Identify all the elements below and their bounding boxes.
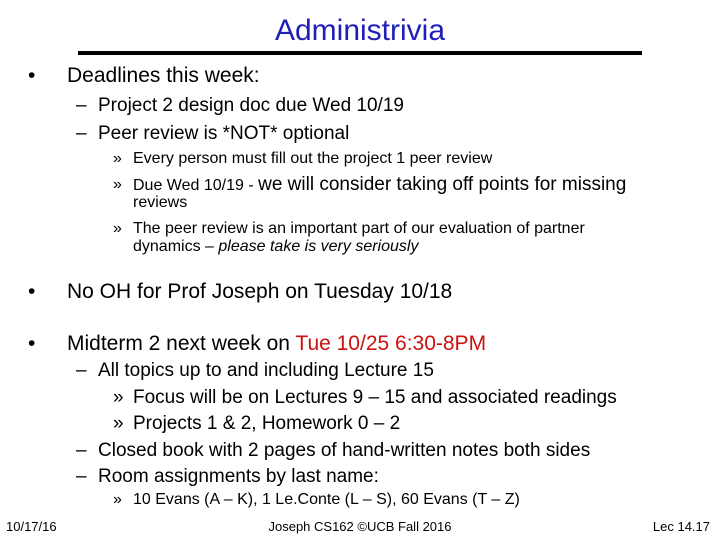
midterm-date-text: Tue 10/25 6:30-8PM	[295, 332, 487, 355]
dash-marker: –	[76, 466, 87, 487]
chevron-marker: »	[113, 150, 122, 167]
dash-marker: –	[76, 440, 87, 461]
dynamics-text: dynamics –	[133, 238, 219, 255]
footer-date: 10/17/16	[6, 519, 57, 534]
dash-marker: –	[76, 123, 87, 144]
missing-reviews-text: we will consider taking off points for missing	[258, 174, 627, 195]
bullet-marker: •	[28, 280, 36, 303]
bullet-marker: •	[28, 64, 36, 87]
sub-sub-bullet-rooms: 10 Evans (A – K), 1 Le.Conte (L – S), 60 Evans (T – Z)	[133, 491, 520, 508]
dash-marker: –	[76, 360, 87, 381]
slide-title: Administrivia	[274, 14, 446, 47]
chevron-marker: »	[113, 176, 122, 193]
bullet-marker: •	[28, 332, 36, 355]
chevron-marker: »	[113, 387, 124, 408]
sub-sub-bullet-evaluation: The peer review is an important part of our evaluation of partner	[133, 220, 585, 237]
sub-bullet-peer-review: Peer review is *NOT* optional	[98, 123, 350, 144]
sub-sub-bullet-due-wed	[133, 174, 626, 196]
footer-course: Joseph CS162 ©UCB Fall 2016	[268, 519, 452, 534]
sub-sub-bullet-projects: Projects 1 & 2, Homework 0 – 2	[133, 413, 401, 434]
chevron-marker: »	[113, 413, 124, 434]
take-seriously-text: please take is very seriously	[218, 238, 419, 255]
due-date-text: Due Wed 10/19 -	[133, 177, 259, 194]
sub-bullet-all-topics: All topics up to and including Lecture 15	[98, 360, 434, 381]
bullet-midterm	[67, 332, 486, 356]
footer-page-number: Lec 14.17	[652, 519, 710, 534]
chevron-marker: »	[113, 491, 122, 508]
bullet-no-oh: No OH for Prof Joseph on Tuesday 10/18	[67, 280, 453, 303]
title-underline	[78, 51, 642, 55]
midterm-text: Midterm 2 next week on	[67, 332, 296, 355]
sub-sub-bullet-every-person: Every person must fill out the project 1 peer review	[133, 150, 493, 167]
reviews-continuation: reviews	[133, 194, 188, 211]
sub-sub-bullet-focus: Focus will be on Lectures 9 – 15 and associated readings	[133, 387, 617, 408]
sub-bullet-room-assignments: Room assignments by last name:	[98, 466, 379, 487]
evaluation-continuation	[133, 238, 418, 256]
dash-marker: –	[76, 95, 87, 116]
sub-bullet-project2: Project 2 design doc due Wed 10/19	[98, 95, 404, 116]
bullet-deadlines: Deadlines this week:	[67, 64, 260, 87]
chevron-marker: »	[113, 220, 122, 237]
sub-bullet-closed-book: Closed book with 2 pages of hand-written notes both sides	[98, 440, 591, 461]
